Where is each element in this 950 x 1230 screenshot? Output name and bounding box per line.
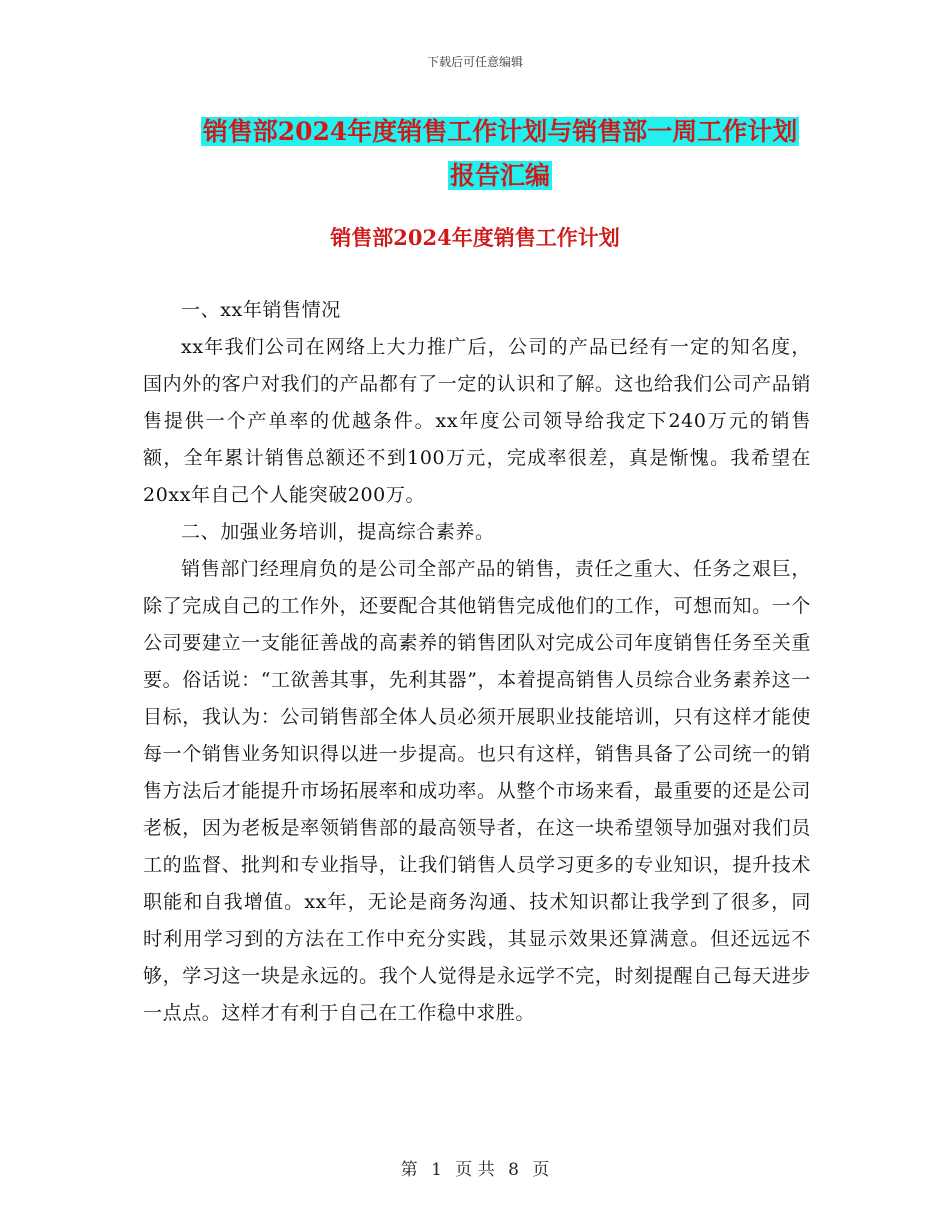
header-note: 下载后可任意编辑 xyxy=(426,55,523,69)
document-body xyxy=(143,292,811,1032)
document-title-line-1: 销售部2024年度销售工作计划与销售部一周工作计划 xyxy=(202,117,798,146)
footer-total-pages: 8 xyxy=(508,1160,519,1180)
document-title xyxy=(150,110,850,198)
heading-training: 二、加强业务培训，提高综合素养。 xyxy=(181,521,495,543)
paragraph-sales-summary: xx年我们公司在网络上大力推广后，公司的产品已经有一定的知名度，国内外的客户对我们的产品都有了一定的认识和了解。这也给我们公司产品销售提供一个产单率的优越条件。xx年度公司领导给我定下240万元的销售额，全年累计销售总额还不到100万元，完成率很差，真是惭愧。我希望在20xx年自己个人能突破200万。 xyxy=(143,336,811,506)
footer-mid: 页 共 xyxy=(455,1160,495,1180)
footer-page-number: 1 xyxy=(431,1160,442,1180)
heading-sales-situation: 一、xx年销售情况 xyxy=(181,299,341,321)
section-title: 销售部2024年度销售工作计划 xyxy=(330,225,620,250)
paragraph-training: 销售部门经理肩负的是公司全部产品的销售，责任之重大、任务之艰巨，除了完成自己的工作外，还要配合其他销售完成他们的工作，可想而知。一个公司要建立一支能征善战的高素养的销售团队对完成公司年度销售任务至关重要。俗话说：“工欲善其事，先利其器”，本着提高销售人员综合业务素养这一目标，我认为：公司销售部全体人员必须开展职业技能培训，只有这样才能使每一个销售业务知识得以进一步提高。也只有这样，销售具备了公司统一的销售方法后才能提升市场拓展率和成功率。从整个市场来看，最重要的还是公司老板，因为老板是率领销售部的最高领导者，在这一块希望领导加强对我们员工的监督、批判和专业指导，让我们销售人员学习更多的专业知识，提升技术职能和自我增值。xx年，无论是商务沟通、技术知识都让我学到了很多，同时利用学习到的方法在工作中充分实践，其显示效果还算满意。但还远远不够，学习这一块是永远的。我个人觉得是永远学不完，时刻提醒自己每天进步一点点。这样才有利于自己在工作稳中求胜。 xyxy=(143,558,811,1024)
footer-suffix: 页 xyxy=(532,1160,550,1180)
page-footer xyxy=(0,1155,950,1180)
document-title-line-2: 报告汇编 xyxy=(449,161,550,190)
footer-prefix: 第 xyxy=(400,1160,418,1180)
